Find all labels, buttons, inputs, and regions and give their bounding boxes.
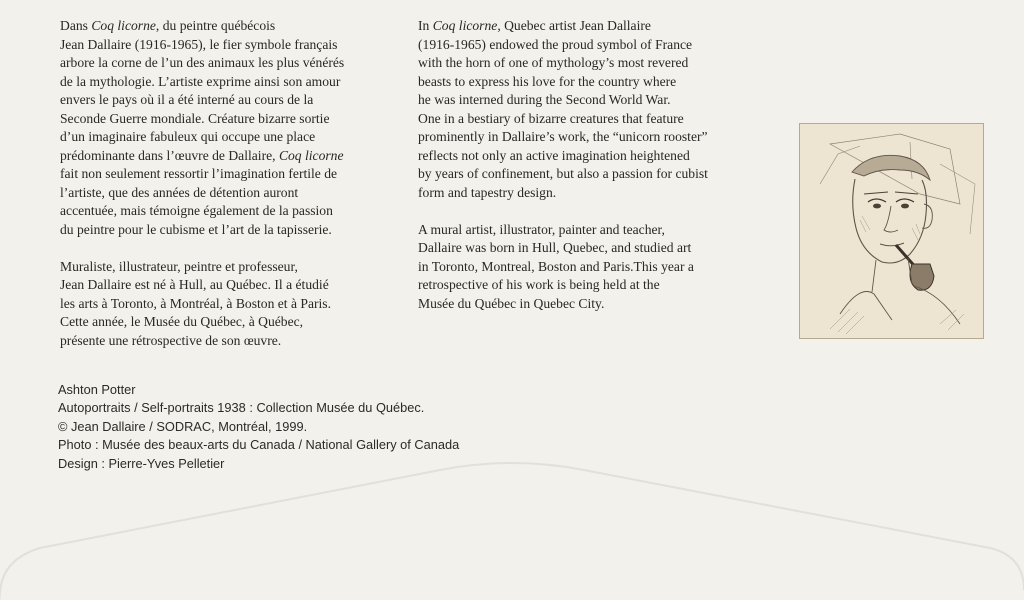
text-line	[60, 202, 410, 221]
text-segment: d’un imaginaire fabuleux qui occupe une place	[60, 129, 316, 144]
artwork-title: Coq licorne	[91, 18, 156, 33]
text-line	[60, 184, 410, 203]
text-line	[418, 91, 768, 110]
text-line: Muraliste, illustrateur, peintre et professeur,	[60, 258, 298, 274]
text-segment: fait non seulement ressortir l’imagination fertile de	[60, 166, 338, 181]
text-line	[418, 36, 768, 55]
text-segment: he was interned during the Second World War.	[418, 92, 671, 107]
english-paragraph-2	[418, 221, 768, 314]
text-line: présente une rétrospective de son œuvre.	[60, 332, 282, 348]
credit-line: Photo : Musée des beaux-arts du Canada / National Gallery of Canada	[58, 437, 460, 453]
text-line: Cette année, le Musée du Québec, à Québec,	[60, 314, 304, 329]
text-segment: In	[418, 18, 433, 33]
text-line	[60, 128, 410, 147]
text-segment: prominently in Dallaire’s work, the “unicorn rooster”	[418, 129, 708, 144]
text-line	[60, 36, 410, 55]
text-segment: accentuée, mais témoigne également de la passion	[60, 203, 333, 218]
text-segment: envers le pays où il a été interné au cours de la	[60, 92, 314, 107]
text-segment: One in a bestiary of bizarre creatures that feature	[418, 110, 684, 126]
text-segment: (1916-1965) endowed the proud symbol of France	[418, 36, 693, 52]
artwork-title: Coq licorne	[432, 18, 498, 33]
text-line	[60, 147, 410, 166]
text-line: Musée du Québec in Quebec City.	[418, 295, 605, 311]
text-segment: du peintre pour le cubisme et l’art de la tapisserie.	[60, 221, 332, 237]
text-line	[418, 110, 768, 129]
text-segment: , Quebec artist Jean Dallaire	[497, 18, 651, 33]
text-line: in Toronto, Montreal, Boston and Paris.This year a	[418, 258, 694, 274]
text-line	[418, 128, 768, 147]
french-paragraph-1	[60, 17, 410, 239]
text-line	[418, 147, 768, 166]
text-line: A mural artist, illustrator, painter and teacher,	[418, 221, 665, 237]
text-segment: l’artiste, que des années de détention auront	[60, 184, 299, 200]
text-line	[418, 184, 768, 203]
self-portrait-sketch	[799, 123, 984, 339]
text-line: les arts à Toronto, à Montréal, à Boston et à Paris.	[60, 295, 331, 311]
text-line	[418, 165, 768, 184]
text-line	[60, 221, 410, 240]
text-segment: Jean Dallaire (1916-1965), le fier symbole français	[60, 36, 338, 52]
credit-line: Autoportraits / Self-portraits 1938 : Collection Musée du Québec.	[58, 400, 425, 416]
credits-block	[58, 381, 459, 473]
text-line	[60, 110, 410, 129]
text-segment: by years of confinement, but also a passion for cubist	[418, 166, 708, 181]
text-line: Dallaire was born in Hull, Quebec, and studied art	[418, 240, 692, 255]
artwork-title: Coq licorne	[278, 147, 344, 163]
text-line: Jean Dallaire est né à Hull, au Québec. Il a étudié	[60, 277, 329, 292]
text-segment: , du peintre québécois	[155, 18, 276, 33]
credit-line: © Jean Dallaire / SODRAC, Montréal, 1999.	[58, 418, 308, 434]
text-segment: de la mythologie. L’artiste exprime ainsi son amour	[60, 73, 341, 89]
credit-line: Design : Pierre-Yves Pelletier	[58, 455, 225, 471]
text-segment: Seconde Guerre mondiale. Créature bizarre sortie	[60, 110, 330, 126]
text-line	[418, 17, 768, 36]
text-segment: with the horn of one of mythology’s most revered	[418, 55, 689, 70]
credit-line: Ashton Potter	[58, 382, 136, 397]
text-segment: prédominante dans l’œuvre de Dallaire,	[60, 147, 279, 163]
text-line	[60, 73, 410, 92]
text-line	[418, 54, 768, 73]
french-paragraph-2	[60, 258, 410, 351]
english-paragraph-1	[418, 17, 768, 202]
text-segment: Dans	[60, 18, 92, 33]
english-text-column	[418, 17, 768, 332]
text-line	[60, 17, 410, 36]
text-line: retrospective of his work is being held at the	[418, 277, 660, 292]
text-segment: beasts to express his love for the country where	[418, 73, 677, 89]
text-segment: reflects not only an active imagination heightened	[418, 147, 690, 163]
portrait-drawing	[800, 124, 983, 338]
text-line	[60, 91, 410, 110]
text-line	[418, 73, 768, 92]
text-line	[60, 165, 410, 184]
french-text-column	[60, 17, 410, 369]
text-segment: form and tapestry design.	[418, 184, 557, 200]
text-line	[60, 54, 410, 73]
text-segment: arbore la corne de l’un des animaux les plus vénérés	[60, 55, 345, 70]
